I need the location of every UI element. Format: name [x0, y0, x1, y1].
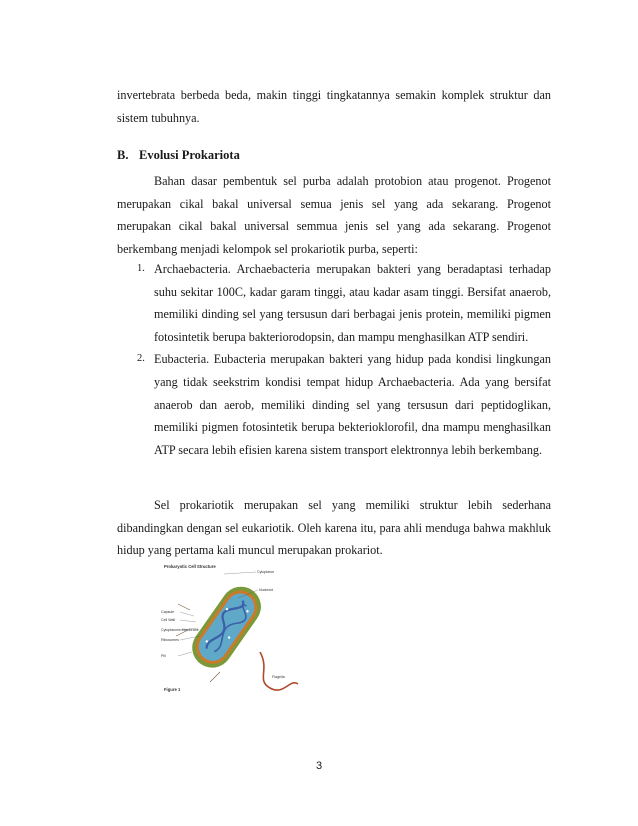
section-heading [117, 148, 240, 163]
page-number: 3 [315, 760, 323, 772]
paragraph-continuation: invertebrata berbeda beda, makin tinggi tingkatannya semakin komplek struktur dan sistem tubuhnya. [117, 88, 551, 125]
label-cytoplasmic-membrane: Cytoplasmic Membrane [161, 628, 199, 632]
paragraph-intro: Bahan dasar pembentuk sel purba adalah protobion atau progenot. Progenot merupakan cikal bakal universal semua jenis sel yang ada sekarang. Progenot merupakan cikal bakal universal semmua jenis sel yang ada sekarang. Progenot berkembang menjadi kelompok sel prokariotik purba, seperti: [117, 174, 551, 256]
prokaryote-list [117, 258, 551, 461]
label-pili: Pili [161, 654, 166, 658]
label-cytoplasm: Cytoplasm [257, 570, 274, 574]
list-item [117, 348, 551, 461]
list-item [117, 258, 551, 348]
label-flagella: Flagella [272, 675, 285, 679]
flagellum-shape [260, 652, 298, 690]
pili-shape [178, 604, 190, 610]
figure-caption: Figure 1 [164, 687, 181, 692]
label-cell-wall: Cell Wall [161, 618, 176, 622]
section-number: B. [117, 148, 129, 162]
section-title: Evolusi Prokariota [139, 148, 240, 162]
paragraph-closing: Sel prokariotik merupakan sel yang memiliki struktur lebih sederhana dibandingkan dengan sel eukariotik. Oleh karena itu, para ahli menduga bahwa makhluk hidup yang pertama kali muncul merupakan prokariot. [117, 498, 551, 558]
list-item-text: Archaebacteria. Archaebacteria merupakan bakteri yang beradaptasi terhadap suhu sekitar 100C, kadar garam tinggi, atau kadar asam tinggi. Bersifat anaerob, memiliki dinding sel yang tersusun dari berbagai jenis protein, memiliki pigmen fotosintetik berupa bakteriorodopsin, dan mampu menghasilkan ATP sendiri. [154, 262, 551, 344]
list-marker: 1. [137, 263, 145, 274]
list-marker: 2. [137, 353, 145, 365]
list-item-text: Eubacteria. Eubacteria merupakan bakteri yang hidup pada kondisi lingkungan yang tidak seekstrim kondisi tempat hidup Archaebacteria. Ada yang bersifat anaerob dan aerob, memiliki dinding sel yang tersusun dari peptidoglikan, memiliki pigmen fotosintetik berupa bekterioklorofil, dna mampu menghasilkan ATP secara lebih efisien karena sistem transport elektronnya lebih berkembang. [154, 352, 551, 457]
pili-shape [210, 672, 220, 682]
label-nucleoid: Nucleoid [259, 588, 273, 592]
prokaryotic-cell-figure [160, 560, 300, 696]
label-ribosomes: Ribosomes [161, 638, 179, 642]
figure-title: Prokaryotic Cell Structure [164, 564, 216, 569]
label-capsule: Capsule [161, 610, 175, 614]
